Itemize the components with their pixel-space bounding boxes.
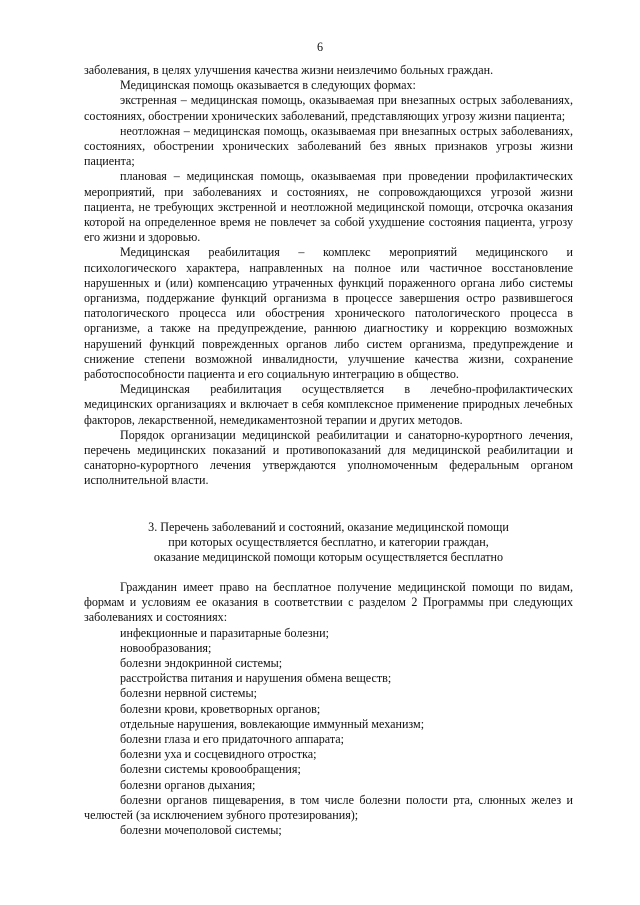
list-item: отдельные нарушения, вовлекающие иммунный механизм; [120, 716, 425, 731]
paragraph: Медицинская реабилитация осуществляется в лечебно-профилактических медицинских организациях и включает в себя комплексное применение природных лечебных факторов, лекарственной, немедикаментозной терапии и других методов. [84, 382, 573, 427]
list-item: болезни мочеполовой системы; [120, 823, 282, 838]
list-item: болезни эндокринной системы; [120, 656, 283, 671]
paragraph: плановая – медицинская помощь, оказываемая при проведении профилактических мероприятий, при заболеваниях и состояниях, не сопровождающихся угрозой жизни пациента, не требующих экстренной и неотложной медицинской помощи, отсрочка оказания которой на определенное время не повлечет за собой ухудшение состояния пациента, угрозу его жизни и здоровью. [84, 169, 573, 245]
list-item: болезни крови, кроветворных органов; [120, 701, 321, 716]
paragraph: экстренная – медицинская помощь, оказываемая при внезапных острых заболеваниях, состояниях, обострении хронических заболеваний, представляющих угрозу жизни пациента; [84, 93, 573, 123]
list-item: болезни органов дыхания; [120, 777, 256, 792]
paragraph: Порядок организации медицинской реабилитации и санаторно-курортного лечения, перечень медицинских показаний и противопоказаний для медицинской реабилитации и санаторно-курортного лечения утверждаются уполномоченным федеральным органом исполнительной власти. [84, 427, 573, 488]
section-heading-line: оказание медицинской помощи которым осуществляется бесплатно [153, 550, 504, 565]
list-item: болезни системы кровообращения; [120, 762, 301, 777]
section-heading-line: 3. Перечень заболеваний и состояний, оказание медицинской помощи [148, 520, 509, 534]
page-number: 6 [316, 40, 324, 54]
section-heading [84, 520, 573, 566]
list-item: новообразования; [120, 640, 212, 655]
section-heading-line: при которых осуществляется бесплатно, и категории граждан, [168, 535, 489, 550]
conditions-section [84, 580, 573, 838]
list-item: болезни органов пищеварения, в том числе болезни полости рта, слюнных желез и челюстей (за исключением зубного протезирования); [84, 792, 573, 823]
paragraph: неотложная – медицинская помощь, оказываемая при внезапных острых заболеваниях, состояниях, обострении хронических заболеваний без явных признаков угрозы жизни пациента; [84, 123, 573, 169]
list-item: болезни глаза и его придаточного аппарата; [120, 732, 345, 747]
list-item: болезни нервной системы; [120, 686, 257, 701]
paragraph: Медицинская реабилитация – комплекс мероприятий медицинского и психологического характера, направленных на полное или частичное восстановление нарушенных и (или) компенсацию утраченных функций пораженного органа либо системы организма, поддержание функций организма в процессе завершения остро развившегося патологического процесса или обострения хронического патологического процесса в организме, а также на предупреждение, раннюю диагностику и коррекцию возможных нарушений функций поврежденных органов либо систем организма, предупреждение и снижение степени возможной инвалидности, улучшение качества жизни, сохранение работоспособности пациента и его социальную интеграцию в общество. [84, 245, 573, 382]
paragraph: заболевания, в целях улучшения качества жизни неизлечимо больных граждан. [84, 63, 494, 77]
intro-paragraph: Гражданин имеет право на бесплатное получение медицинской помощи по видам, формам и условиям ее оказания в соответствии с разделом 2 Программы при следующих заболеваниях и состояниях: [84, 580, 573, 625]
body-text [84, 63, 573, 489]
list-item: болезни уха и сосцевидного отростка; [120, 747, 317, 762]
list-item: расстройства питания и нарушения обмена веществ; [120, 671, 392, 686]
paragraph: Медицинская помощь оказывается в следующих формах: [120, 78, 416, 93]
list-item: инфекционные и паразитарные болезни; [120, 625, 329, 640]
